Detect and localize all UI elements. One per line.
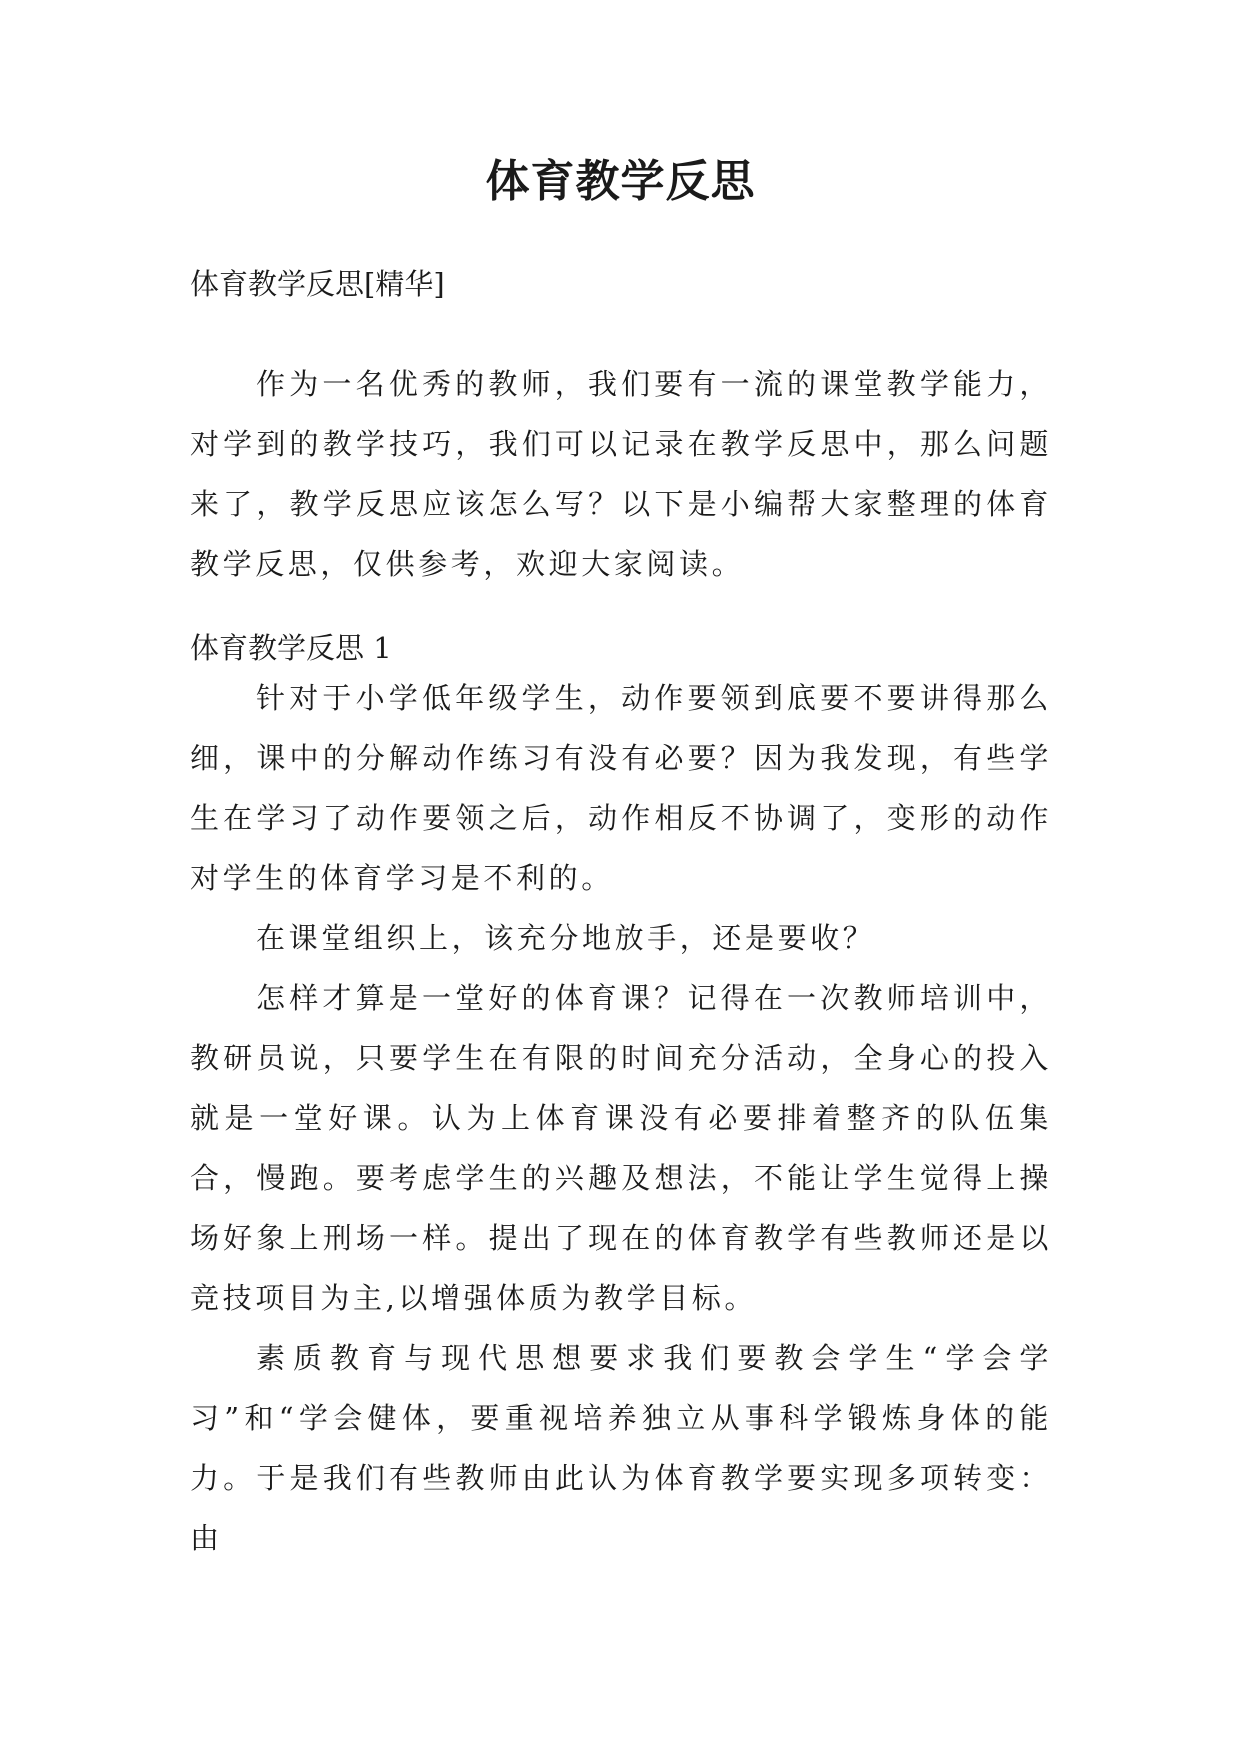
section-paragraph: 怎样才算是一堂好的体育课？记得在一次教师培训中，教研员说，只要学生在有限的时间充分活动，全身心的投入就是一堂好课。认为上体育课没有必要排着整齐的队伍集合，慢跑。要考虑学生的兴趣及想法，不能让学生觉得上操场好象上刑场一样。提出了现在的体育教学有些教师还是以竞技项目为主,以增强体质为教学目标。 <box>190 981 1052 1315</box>
intro-paragraph: 作为一名优秀的教师，我们要有一流的课堂教学能力，对学到的教学技巧，我们可以记录在教学反思中，那么问题来了，教学反思应该怎么写？以下是小编帮大家整理的体育教学反思，仅供参考，欢迎大家阅读。 <box>190 367 1052 581</box>
section-paragraph: 针对于小学低年级学生，动作要领到底要不要讲得那么细，课中的分解动作练习有没有必要？因为我发现，有些学生在学习了动作要领之后，动作相反不协调了，变形的动作对学生的体育学习是不利的。 <box>190 681 1052 895</box>
section-paragraph: 在课堂组织上，该充分地放手，还是要收？ <box>256 921 876 955</box>
section-paragraph: 素质教育与现代思想要求我们要教会学生“学会学习”和“学会健体，要重视培养独立从事科学锻炼身体的能力。于是我们有些教师由此认为体育教学要实现多项转变：由 <box>190 1341 1052 1555</box>
page-title: 体育教学反思 <box>485 156 756 207</box>
section-heading: 体育教学反思 1 <box>190 631 392 665</box>
section-body <box>190 668 1052 1568</box>
intro-block <box>190 354 1052 594</box>
document-subtitle: 体育教学反思[精华] <box>190 267 445 301</box>
